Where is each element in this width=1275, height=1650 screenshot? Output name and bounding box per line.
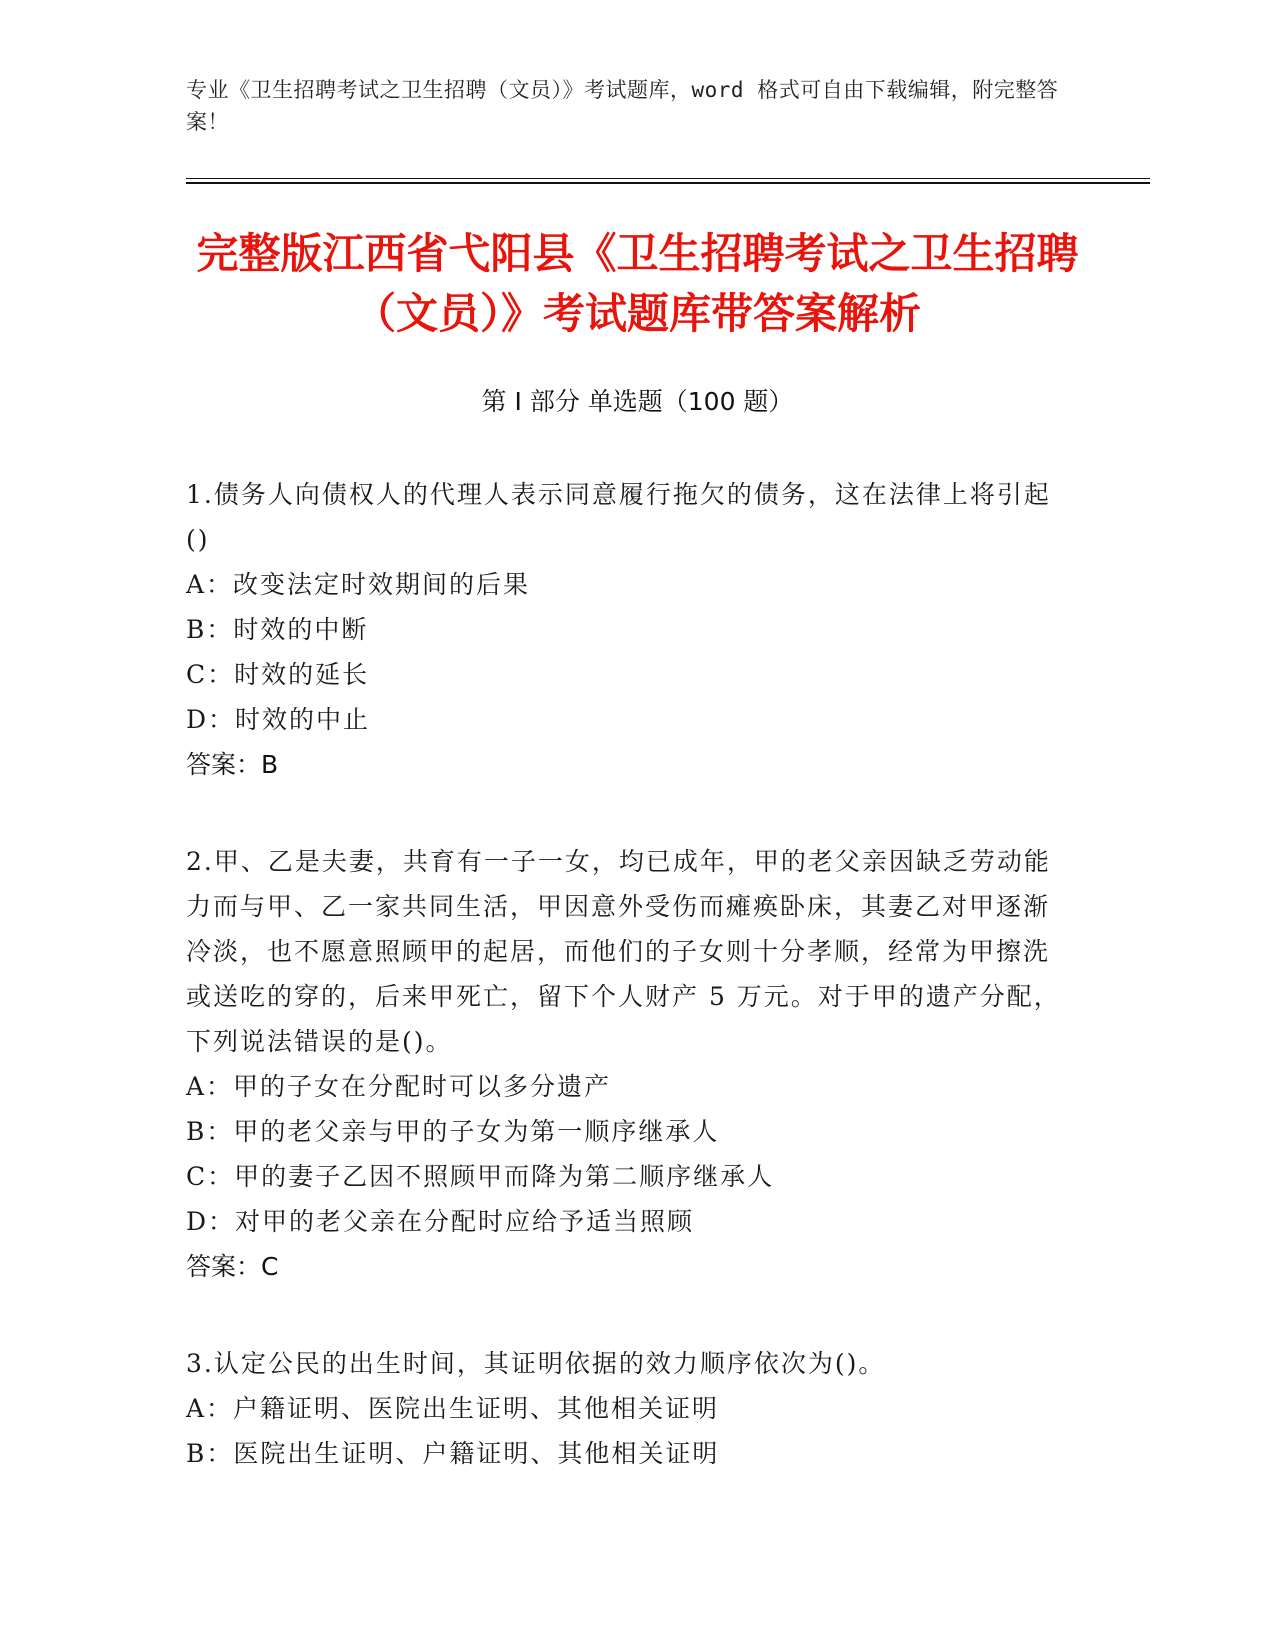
question-1 bbox=[186, 472, 1066, 787]
option-c: C：时效的延长 bbox=[186, 660, 370, 689]
section-title: 第 I 部分 单选题（100 题） bbox=[481, 387, 794, 416]
question-3 bbox=[186, 1341, 1066, 1476]
option-d: D：时效的中止 bbox=[186, 705, 371, 734]
question-stem: 1.债务人向债权人的代理人表示同意履行拖欠的债务，这在法律上将引起() bbox=[186, 480, 1051, 554]
option-c: C：甲的妻子乙因不照顾甲而降为第二顺序继承人 bbox=[186, 1162, 775, 1191]
header-note: 专业《卫生招聘考试之卫生招聘（文员）》考试题库，word 格式可自由下载编辑，附完整答案！ bbox=[186, 78, 1059, 134]
question-stem: 3.认定公民的出生时间，其证明依据的效力顺序依次为()。 bbox=[186, 1349, 886, 1378]
document-title: 完整版江西省弋阳县《卫生招聘考试之卫生招聘（文员）》考试题库带答案解析 bbox=[196, 229, 1079, 338]
option-b: B：时效的中断 bbox=[186, 615, 369, 644]
option-d: D：对甲的老父亲在分配时应给予适当照顾 bbox=[186, 1207, 695, 1236]
header-divider-thin bbox=[186, 178, 1150, 179]
answer-text: 答案：B bbox=[186, 750, 279, 779]
option-a: A：甲的子女在分配时可以多分遗产 bbox=[186, 1072, 612, 1101]
answer-text: 答案：C bbox=[186, 1252, 279, 1281]
header-divider-thick bbox=[186, 182, 1150, 184]
question-stem: 2.甲、乙是夫妻，共育有一子一女，均已成年，甲的老父亲因缺乏劳动能力而与甲、乙一家共同生活，甲因意外受伤而瘫痪卧床，其妻乙对甲逐渐冷淡，也不愿意照顾甲的起居，而他们的子女则十分孝顺，经常为甲擦洗或送吃的穿的，后来甲死亡，留下个人财产 5 万元。对于甲的遗产分配，下列说法错误的是()。 bbox=[186, 847, 1061, 1056]
option-b: B：医院出生证明、户籍证明、其他相关证明 bbox=[186, 1439, 720, 1468]
option-a: A：户籍证明、医院出生证明、其他相关证明 bbox=[186, 1394, 720, 1423]
option-b: B：甲的老父亲与甲的子女为第一顺序继承人 bbox=[186, 1117, 720, 1146]
question-list bbox=[186, 472, 1066, 1528]
question-2 bbox=[186, 839, 1066, 1289]
option-a: A：改变法定时效期间的后果 bbox=[186, 570, 531, 599]
